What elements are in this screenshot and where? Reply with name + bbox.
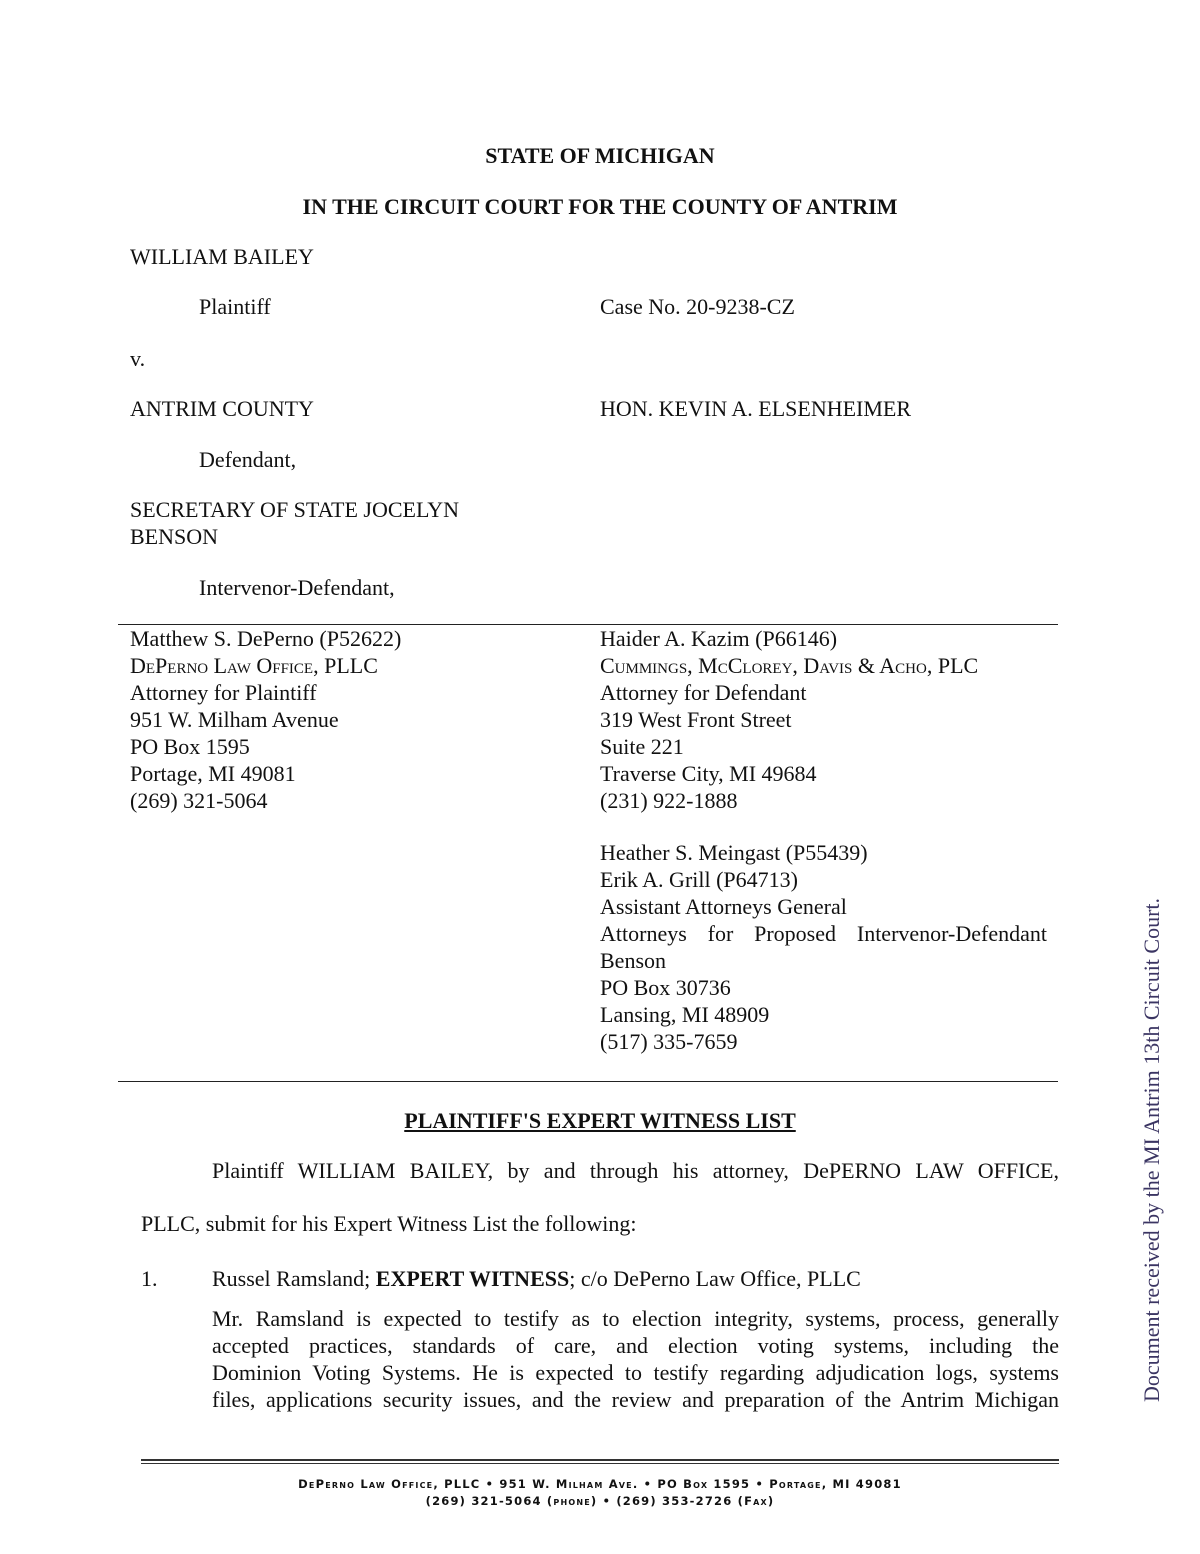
intervenor-role: Intervenor-Defendant, — [199, 575, 395, 600]
counsel-line: Assistant Attorneys General — [600, 894, 847, 919]
counsel-line: Attorney for Defendant — [600, 680, 807, 705]
footer-rule — [141, 1463, 1059, 1464]
counsel-line: Traverse City, MI 49684 — [600, 761, 817, 786]
defendant-role: Defendant, — [199, 447, 297, 472]
footer-address: DePerno Law Office, PLLC • 951 W. Milham Ave. • PO Box 1595 • Portage, MI 49081 — [298, 1477, 902, 1491]
counsel-line: DePerno Law Office, PLLC — [130, 653, 378, 678]
description-line: Dominion Voting Systems. He is expected to testify regarding adjudication logs, systems — [212, 1360, 1059, 1385]
counsel-line: Matthew S. DePerno (P52622) — [130, 626, 402, 651]
case-number: Case No. 20-9238-CZ — [600, 294, 795, 319]
witness-label: EXPERT WITNESS — [375, 1266, 570, 1291]
plaintiff-name: WILLIAM BAILEY — [130, 244, 314, 269]
intro-line1: Plaintiff WILLIAM BAILEY, by and through his attorney, DePERNO LAW OFFICE, — [212, 1158, 1059, 1183]
counsel-line: PO Box 1595 — [130, 734, 250, 759]
counsel-line: Heather S. Meingast (P55439) — [600, 840, 868, 865]
counsel-line: Benson — [600, 948, 666, 973]
defendant-name: ANTRIM COUNTY — [130, 396, 314, 421]
counsel-line: Attorney for Plaintiff — [130, 680, 317, 705]
witness-name: Russel Ramsland; — [212, 1266, 371, 1291]
counsel-line: Erik A. Grill (P64713) — [600, 867, 798, 892]
versus: v. — [130, 346, 146, 371]
counsel-line: Portage, MI 49081 — [130, 761, 296, 786]
counsel-line: Lansing, MI 48909 — [600, 1002, 770, 1027]
counsel-line: (231) 922-1888 — [600, 788, 738, 813]
footer — [0, 1476, 1200, 1510]
intervenor-name-line2: BENSON — [130, 524, 219, 549]
court-received-stamp: Document received by the MI Antrim 13th Circuit Court. — [1139, 897, 1164, 1403]
intervenor-name-line1: SECRETARY OF STATE JOCELYN — [130, 497, 459, 522]
description-line: Mr. Ramsland is expected to testify as to election integrity, systems, process, generally — [212, 1306, 1059, 1331]
counsel-line: Cummings, McClorey, Davis & Acho, PLC — [600, 653, 979, 678]
divider — [118, 1081, 1058, 1082]
counsel-line: Suite 221 — [600, 734, 684, 759]
counsel-line: Attorneys for Proposed Intervenor-Defendant — [600, 921, 1047, 946]
item-description — [212, 1305, 1059, 1413]
item-heading — [212, 1265, 861, 1292]
defendant-counsel — [600, 625, 978, 814]
state-heading: STATE OF MICHIGAN — [485, 143, 715, 168]
counsel-line: PO Box 30736 — [600, 975, 731, 1000]
item-number: 1. — [141, 1266, 158, 1291]
plaintiff-counsel — [130, 625, 401, 814]
description-line: files, applications security issues, and the review and preparation of the Antrim Michigan — [212, 1387, 1059, 1412]
court-heading: IN THE CIRCUIT COURT FOR THE COUNTY OF ANTRIM — [302, 194, 898, 219]
document-title: PLAINTIFF'S EXPERT WITNESS LIST — [404, 1108, 796, 1133]
description-line: accepted practices, standards of care, and election voting systems, including the — [212, 1333, 1059, 1358]
counsel-line: 951 W. Milham Avenue — [130, 707, 339, 732]
plaintiff-role: Plaintiff — [199, 294, 271, 319]
intervenor-counsel — [600, 839, 1047, 1055]
counsel-line: Haider A. Kazim (P66146) — [600, 626, 838, 651]
judge-name: HON. KEVIN A. ELSENHEIMER — [600, 396, 912, 421]
intro-line2: PLLC, submit for his Expert Witness List the following: — [141, 1211, 637, 1236]
counsel-line: (517) 335-7659 — [600, 1029, 738, 1054]
counsel-line: (269) 321-5064 — [130, 788, 268, 813]
footer-phone: (269) 321-5064 (phone) • (269) 353-2726 (Fax) — [425, 1494, 775, 1508]
counsel-line: 319 West Front Street — [600, 707, 792, 732]
footer-rule — [141, 1459, 1059, 1461]
witness-contact: ; c/o DePerno Law Office, PLLC — [569, 1266, 861, 1291]
